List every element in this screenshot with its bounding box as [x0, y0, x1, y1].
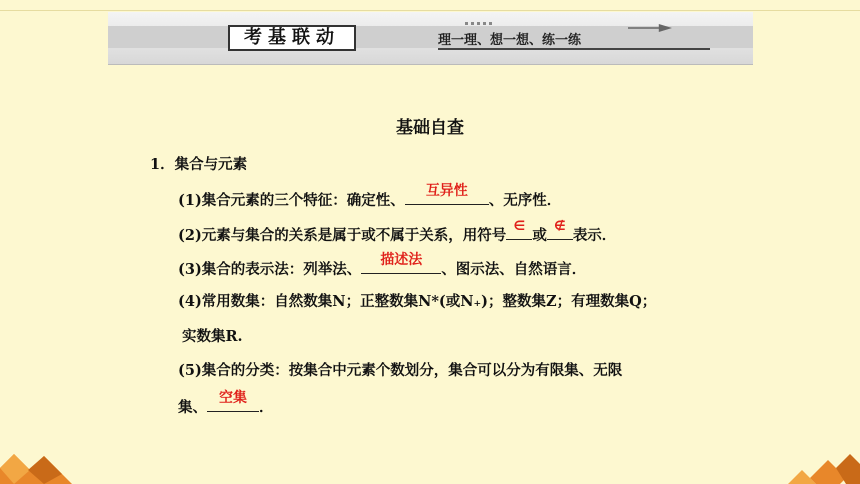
item-4-line-1: (4)常用数集：自然数集N；正整数集N*(或N₊)；整数集Z；有理数集Q； — [178, 293, 657, 310]
item-2-text-mid: 或 — [532, 227, 547, 244]
corner-decoration-right — [780, 454, 860, 484]
item-5-blank — [207, 390, 259, 412]
item-5-line-1: (5)集合的分类：按集合中元素个数划分，集合可以分为有限集、无限 — [178, 362, 623, 379]
item-2-blank-1 — [506, 219, 532, 240]
banner-dots-decoration — [465, 22, 495, 25]
section-title: 1．集合与元素 — [150, 156, 248, 173]
item-3 — [178, 252, 587, 279]
banner-underline — [438, 48, 710, 50]
section-banner — [108, 12, 753, 65]
item-2-answer-2: ∉ — [553, 219, 566, 234]
page-heading: 基础自查 — [396, 118, 464, 138]
item-3-answer: 描述法 — [380, 252, 423, 268]
top-rule — [0, 10, 860, 11]
item-1-text: (1)集合元素的三个特征：确定性、 — [178, 192, 405, 209]
item-4-line-2: 实数集R. — [182, 328, 243, 345]
item-5-line-2 — [178, 390, 274, 417]
item-1-text-end: 、无序性． — [488, 192, 562, 209]
banner-title: 考基联动 — [228, 25, 356, 51]
banner-tagline: 理一理、想一想、练一练 — [438, 33, 582, 48]
item-2 — [178, 219, 617, 245]
item-2-text: (2)元素与集合的关系是属于或不属于关系，用符号 — [178, 227, 507, 244]
item-2-answer-1: ∈ — [513, 219, 526, 234]
item-3-blank — [361, 252, 441, 274]
item-5-text: 集、 — [178, 399, 207, 416]
banner-stripe — [108, 26, 753, 48]
item-3-text-end: 、图示法、自然语言． — [441, 261, 587, 278]
item-1-blank — [405, 183, 489, 205]
item-1 — [178, 183, 562, 210]
item-1-answer: 互异性 — [425, 183, 468, 199]
corner-decoration-left — [0, 454, 80, 484]
item-5-answer: 空集 — [219, 390, 247, 406]
item-5-text-end: ． — [259, 399, 274, 416]
item-2-text-end: 表示． — [572, 227, 617, 244]
item-2-blank-2 — [547, 219, 573, 240]
item-3-text: (3)集合的表示法：列举法、 — [178, 261, 362, 278]
